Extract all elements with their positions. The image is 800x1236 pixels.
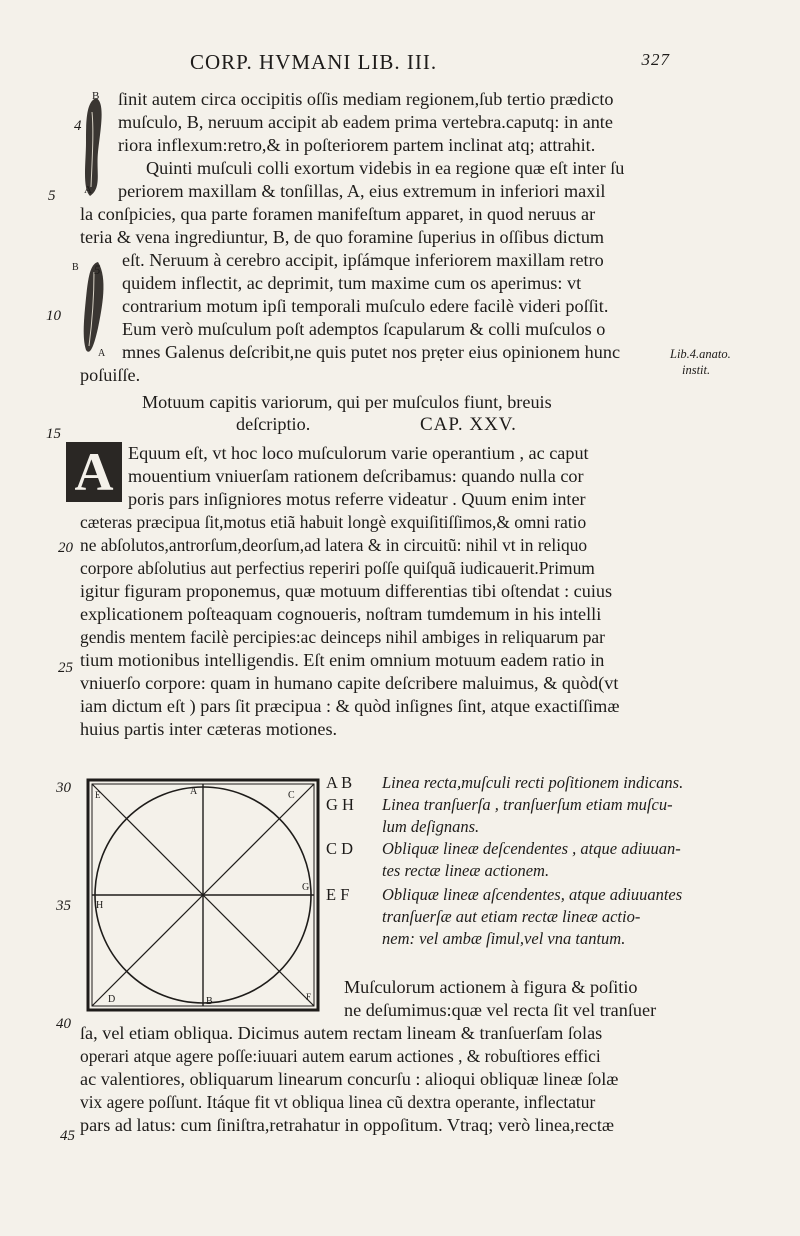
legend-text: Obliquæ lineæ deſcendentes , atque adiuuan-: [382, 839, 681, 858]
line-number: 5: [48, 188, 56, 204]
line-number: 40: [56, 1016, 71, 1032]
legend-key: E F: [326, 885, 350, 904]
fig4-number: 4: [74, 118, 82, 134]
legend-text: tranſuerſæ aut etiam rectæ lineæ actio-: [382, 907, 641, 926]
legend-key: A B: [326, 773, 353, 792]
text-line: quidem inflectit, ac deprimit, tum maxime cum os aperimus: vt: [122, 273, 582, 293]
text-line: ne abſolutos,antrorſum,deorſum,ad latera & in circuitũ: nihil vt in reliquo: [80, 535, 588, 555]
text-line: ne deſumimus:quæ vel recta ſit vel tranſuer: [344, 1000, 657, 1020]
fig5-number: 5: [94, 262, 101, 277]
text-line: tium motionibus intelligendis. Eſt enim omnium motuum eadem ratio in: [80, 650, 605, 670]
text-line: ſa, vel etiam obliqua. Dicimus autem rectam lineam & tranſuerſam ſolas: [80, 1023, 603, 1043]
legend-text: Linea tranſuerſa , tranſuerſum etiam muſcu-: [382, 795, 673, 814]
text-line: mnes Galenus deſcribit,ne quis putet nos prẹter eius opinionem hunc: [122, 342, 621, 362]
chapter-number: CAP. XXV.: [420, 414, 517, 435]
text-line: poris pars inſigniores motus referre videatur . Quum enim inter: [128, 489, 586, 509]
text-line: mouentium vniuerſam rationem deſcribamus: quando nulla cor: [128, 466, 584, 486]
legend-text: Obliquæ lineæ aſcendentes, atque adiuuantes: [382, 885, 683, 904]
text-line: gendis mentem facilè percipies:ac deinceps nihil ambiges in reliquarum par: [80, 627, 605, 647]
page-number: 327: [641, 50, 670, 69]
legend-entry: [326, 794, 673, 816]
legend-entry: [326, 816, 479, 838]
fig4-bottom-label: A: [84, 184, 92, 196]
diagram-label-e: E: [95, 790, 101, 800]
text-line: ac valentiores, obliquarum linearum concurſu : alioqui obliquæ lineæ ſolæ: [80, 1069, 619, 1089]
text-line: ſinit autem circa occipitis oſſis mediam regionem,ſub tertio prædicto: [118, 89, 614, 109]
legend-text: lum deſignans.: [382, 817, 480, 836]
drop-capital: A: [66, 442, 122, 502]
legend-text: nem: vel ambæ ſimul,vel vna tantum.: [382, 929, 626, 948]
text-line: huius partis inter cæteras motiones.: [80, 719, 338, 739]
chapter-title-line1: Motuum capitis variorum, qui per muſculos fiunt, breuis: [142, 392, 552, 412]
text-line: explicationem poſteaquam cognoueris, noſtram tumdemum in his intelli: [80, 604, 602, 624]
legend-text: Linea recta,muſculi recti poſitionem indicans.: [382, 773, 684, 792]
text-line: Quinti muſculi colli exortum videbis in ea regione quæ eſt inter ſu: [146, 158, 625, 178]
fig5-bottom-label: A: [98, 348, 106, 359]
diagram-label-g: G: [302, 882, 310, 893]
text-line: teria & vena ingrediuntur, B, de quo foramine ſuperius in oſſibus dictum: [80, 227, 605, 247]
text-line: corpore abſolutius aut perfectius reperiri poſſe quiſquã iudicauerit.Primum: [80, 558, 595, 578]
legend-entry: [326, 928, 625, 950]
margin-note-instit: instit.: [682, 363, 711, 377]
legend-entry: [326, 906, 640, 928]
text-line: operari atque agere poſſe:iuuari autem earum actiones , & robuſtiores effici: [80, 1046, 601, 1066]
fig4-top-label: B: [92, 90, 100, 102]
running-title: CORP. HVMANI LIB. III.: [190, 50, 438, 74]
text-line: eſt. Neruum à cerebro accipit, ipſámque inferiorem maxillam retro: [122, 250, 604, 270]
legend-entry: [326, 884, 682, 906]
chapter-title-line2: deſcriptio.: [236, 414, 311, 434]
page-header: [190, 50, 670, 80]
legend-key: G H: [326, 795, 354, 814]
legend-entry: [326, 772, 683, 794]
text-line: muſculo, B, neruum accipit ab eadem prima vertebra.caputq: in ante: [118, 112, 613, 132]
diagram-label-h: H: [96, 900, 104, 911]
diagram-label-d: D: [108, 994, 116, 1005]
legend-key: C D: [326, 839, 354, 858]
motion-diagram: [84, 776, 324, 1016]
text-line: riora inflexum:retro,& in poſteriorem partem inclinat atq; attrahit.: [118, 135, 596, 155]
line-number: 10: [46, 308, 61, 324]
muscle-figure-4: [72, 92, 112, 202]
text-line: igitur figuram proponemus, quæ motuum differentias tibi oſtendat : cuius: [80, 581, 613, 601]
margin-note-lib: Lib.4.anato.: [670, 347, 731, 361]
text-line: cæteras præcipua ſit,motus etiã habuit longè exquiſitiſſimos,& omni ratio: [80, 512, 587, 532]
legend-text: tes rectæ lineæ actionem.: [382, 861, 550, 880]
diagram-label-a: A: [190, 786, 198, 797]
line-number: 45: [60, 1128, 75, 1144]
diagram-label-f: F: [306, 992, 312, 1002]
text-line: periorem maxillam & tonſillas, A, eius extremum in inferiori maxil: [118, 181, 606, 201]
line-number: 35: [56, 898, 71, 914]
text-line: Equum eſt, vt hoc loco muſculorum varie operantium , ac caput: [128, 443, 589, 463]
text-line: poſuiſſe.: [80, 365, 141, 385]
diagram-label-b: B: [206, 996, 213, 1007]
fig5-top-label: B: [72, 262, 79, 273]
text-line: Eum verò muſculum poſt ademptos ſcapularum & colli muſculos o: [122, 319, 606, 339]
line-number: 25: [58, 660, 73, 676]
text-line: Muſculorum actionem à figura & poſitio: [344, 977, 638, 997]
text-line: vix agere poſſunt. Itáque fit vt obliqua linea cũ dextra operante, inflectatur: [80, 1092, 596, 1112]
text-line: vniuerſo corpore: quam in humano capite deſcribere maluimus, & quòd(vt: [80, 673, 619, 693]
line-number: 15: [46, 426, 61, 442]
diagram-label-c: C: [288, 790, 295, 801]
legend-entry: [326, 860, 549, 882]
text-line: la conſpicies, qua parte foramen manifeſtum apparet, in quod neruus ar: [80, 204, 596, 224]
line-number: 30: [56, 780, 71, 796]
muscle-figure-5: [72, 258, 112, 358]
legend-entry: [326, 838, 681, 860]
text-line: iam dictum eſt ) pars ſit præcipua : & quòd inſignes ſint, atque exactiſſimæ: [80, 696, 620, 716]
line-number: 20: [58, 540, 73, 556]
text-line: contrarium motum ipſi temporali muſculo edere facilè videri poſſit.: [122, 296, 609, 316]
text-line: pars ad latus: cum ſiniſtra,retrahatur in oppoſitum. Vtraq; verò linea,rectæ: [80, 1115, 615, 1135]
